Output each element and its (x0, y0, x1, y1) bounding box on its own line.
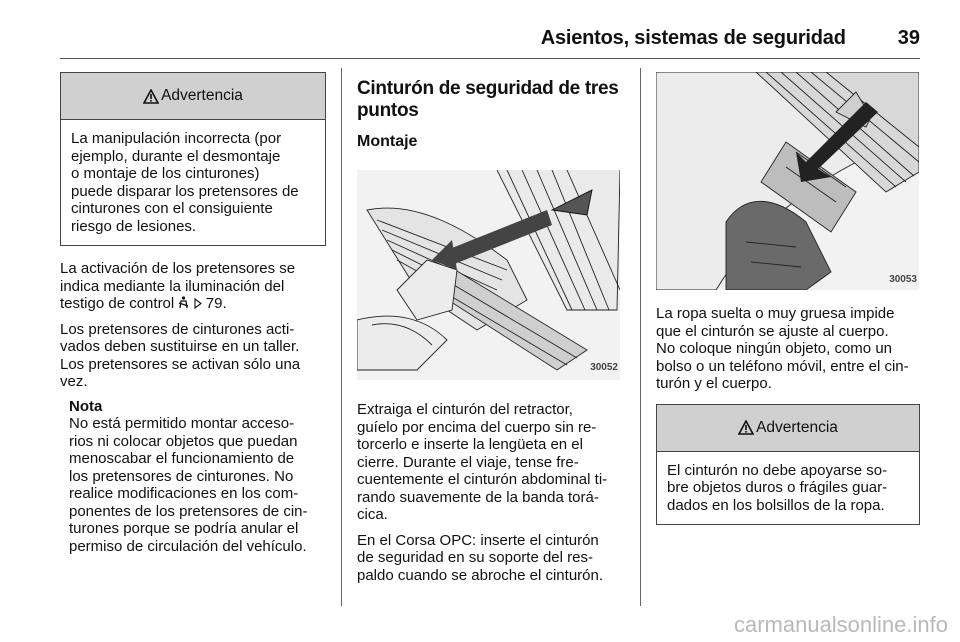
paragraph (357, 532, 627, 585)
text-line: ponentes de los pretensores de cin- (69, 502, 308, 520)
text-line: torcerlo e inserte la lengüeta en el (357, 436, 583, 453)
page-number: 39 (897, 26, 920, 49)
text-line: Los pretensores se activan sólo una (60, 355, 301, 373)
seatbelt-pretensioner-icon (178, 295, 193, 312)
page-ref[interactable]: 79. (205, 295, 227, 312)
text-line: paldo cuando se abroche el cinturón. (357, 566, 604, 584)
page-header (60, 18, 920, 59)
subheading: Montaje (357, 133, 418, 150)
text-line: La manipulación incorrecta (por (71, 130, 282, 147)
text-line: puede disparar los pretensores de (71, 182, 299, 200)
text-line: bre objetos duros o frágiles guar- (667, 479, 888, 496)
warning-title: Advertencia (756, 418, 838, 436)
note-block (69, 398, 333, 556)
text-line: cuentemente el cinturón abdominal ti- (357, 471, 608, 488)
text-line: La ropa suelta o muy gruesa impide (656, 305, 895, 322)
warning-text (61, 120, 325, 245)
ref-text: testigo de control (60, 295, 175, 312)
section-title: Asientos, sistemas de seguridad (540, 26, 846, 49)
text-line: o montaje de los cinturones) (71, 165, 260, 182)
text-line: Extraiga el cinturón del retractor, (357, 401, 573, 418)
warning-title: Advertencia (161, 87, 243, 105)
note-title: Nota (69, 397, 103, 415)
text-line: dados en los bolsillos de la ropa. (667, 496, 885, 514)
paragraph (656, 305, 920, 393)
text-line: No está permitido montar acceso- (69, 415, 295, 432)
warning-triangle-icon (738, 420, 754, 435)
column-1 (60, 72, 326, 555)
warning-triangle-icon (143, 89, 159, 104)
paragraph (357, 401, 627, 524)
seatbelt-fastening-illustration (357, 170, 620, 380)
warning-box (60, 72, 326, 246)
text-line: riesgo de lesiones. (71, 217, 197, 235)
text-line: ejemplo, durante el desmontaje (71, 147, 281, 165)
column-2 (357, 78, 627, 584)
text-line: de seguridad en su soporte del res- (357, 549, 593, 566)
text-line: rando suavemente de la banda torá- (357, 488, 599, 506)
text-line: los pretensores de cinturones. No (69, 467, 294, 485)
text-line: rios ni colocar objetos que puedan (69, 432, 298, 450)
column-3 (656, 72, 920, 525)
paragraph (60, 260, 326, 313)
text-line: vez. (60, 373, 88, 390)
text-line: bolso o un teléfono móvil, entre el cin- (656, 357, 909, 375)
section-heading: Cinturón de seguridad de tres puntos (357, 78, 619, 121)
warning-header (657, 405, 919, 452)
text-line: La activación de los pretensores se (60, 260, 296, 277)
warning-box (656, 404, 920, 526)
text-line: cica. (357, 506, 388, 523)
warning-text (657, 452, 919, 525)
text-line: permiso de circulación del vehículo. (69, 537, 307, 555)
text-line: turón y el cuerpo. (656, 375, 772, 392)
text-line: indica mediante la iluminación del (60, 277, 285, 295)
page-ref-arrow-icon (194, 295, 206, 312)
warning-header (61, 73, 325, 120)
text-line: vados deben sustituirse en un taller. (60, 338, 300, 355)
figure-number: 30052 (590, 361, 618, 373)
column-divider (640, 68, 641, 606)
text-line: Los pretensores de cinturones acti- (60, 320, 295, 338)
seatbelt-buckle-illustration (656, 72, 919, 290)
text-line: cinturones con el consiguiente (71, 200, 273, 217)
text-line: menoscabar el funcionamiento de (69, 450, 295, 467)
watermark: carmanualsonline.info (733, 612, 948, 637)
text-line: El cinturón no debe apoyarse so- (667, 461, 888, 479)
column-divider (341, 68, 342, 606)
text-line (60, 295, 326, 313)
text-line: cierre. Durante el viaje, tense fre- (357, 453, 579, 471)
figure-number: 30053 (889, 273, 917, 285)
text-line: que el cinturón se ajuste al cuerpo. (656, 322, 889, 340)
text-line: realice modificaciones en los com- (69, 485, 299, 502)
text-line: guíelo por encima del cuerpo sin re- (357, 418, 597, 436)
text-line: En el Corsa OPC: inserte el cinturón (357, 531, 599, 549)
text-line: No coloque ningún objeto, como un (656, 340, 893, 357)
text-line: turones porque se podría anular el (69, 520, 299, 537)
paragraph (60, 321, 326, 391)
